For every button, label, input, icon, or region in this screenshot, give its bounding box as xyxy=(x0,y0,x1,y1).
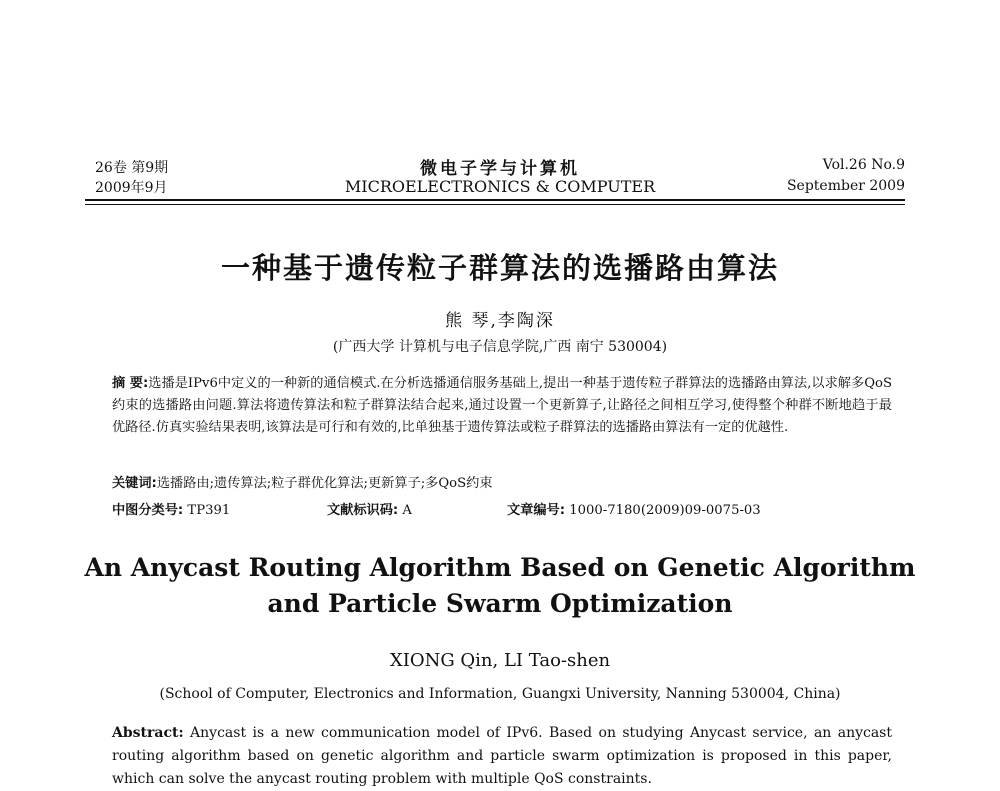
abstract-cn-text: 选播是IPv6中定义的一种新的通信模式.在分析选播通信服务基础上,提出一种基于遗传粒子群算法的选播路由算法,以求解多QoS约束的选播路由问题.算法将遗传算法和粒子群算法结合起来,通过设置一个更新算子,让路径之间相互学习,使得整个种群不断地趋于最优路径.仿真实验结果表明,该算法是可行和有效的,比单独基于遗传算法或粒子群算法的选播路由算法有一定的优越性. xyxy=(112,376,892,435)
doc-code-value: A xyxy=(402,503,412,518)
keywords-cn-label: 关键词: xyxy=(112,476,157,491)
header-rule-thick xyxy=(85,199,905,201)
paper-title-en xyxy=(80,550,920,622)
doc-code-label: 文献标识码: xyxy=(327,503,399,518)
clc-number xyxy=(112,499,230,518)
header-volume-en: Vol.26 No.9 xyxy=(822,157,905,173)
header-journal-cn: 微电子学与计算机 xyxy=(420,159,580,179)
clc-label: 中图分类号: xyxy=(112,503,184,518)
clc-value: TP391 xyxy=(187,503,231,518)
header-journal-en: MICROELECTRONICS & COMPUTER xyxy=(344,177,656,196)
abstract-cn xyxy=(112,373,892,439)
header-volume-cn: 26卷 第9期 xyxy=(95,160,169,176)
abstract-en-text: Anycast is a new communication model of IPv6. Based on studying Anycast service, an anycast routing algorithm based on genetic algorithm and particle swarm optimization is proposed in this paper, which can solve the anycast routing problem with multiple QoS constraints. xyxy=(112,725,892,787)
affiliation-en: (School of Computer, Electronics and Information, Guangxi University, Nanning 530004, China) xyxy=(159,686,841,702)
header-rule-thin xyxy=(85,204,905,205)
keywords-cn-text: 选播路由;遗传算法;粒子群优化算法;更新算子;多QoS约束 xyxy=(156,476,493,491)
authors-cn: 熊 琴,李陶深 xyxy=(445,311,555,331)
paper-title-en-line2: and Particle Swarm Optimization xyxy=(267,589,733,618)
paper-title-en-line1: An Anycast Routing Algorithm Based on Genetic Algorithm xyxy=(84,553,916,582)
header-date-cn: 2009年9月 xyxy=(95,180,168,196)
classification-row xyxy=(112,499,892,521)
abstract-en xyxy=(112,722,892,791)
keywords-cn xyxy=(112,472,892,491)
abstract-cn-label: 摘 要: xyxy=(112,376,149,391)
abstract-en-label: Abstract: xyxy=(112,725,184,741)
affiliation-cn: (广西大学 计算机与电子信息学院,广西 南宁 530004) xyxy=(332,339,668,355)
article-number xyxy=(507,499,761,518)
paper-title-cn: 一种基于遗传粒子群算法的选播路由算法 xyxy=(220,251,779,285)
article-number-value: 1000-7180(2009)09-0075-03 xyxy=(569,503,761,518)
document-code xyxy=(327,499,412,518)
header-date-en: September 2009 xyxy=(786,178,905,194)
authors-en: XIONG Qin, LI Tao-shen xyxy=(389,650,611,671)
article-number-label: 文章编号: xyxy=(507,503,566,518)
